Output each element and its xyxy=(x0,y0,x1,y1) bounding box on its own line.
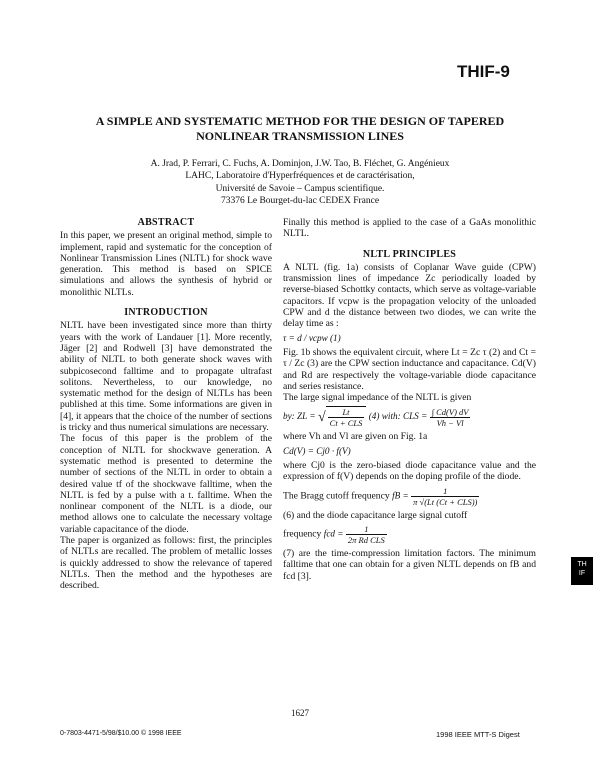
page-number: 1627 xyxy=(291,708,309,718)
title-line-2: NONLINEAR TRANSMISSION LINES xyxy=(196,129,404,143)
principles-paragraph-2: Fig. 1b shows the equivalent circuit, where Lt = Zc τ (2) and Ct = τ / Zc (3) are the CPW section inductance and capacitance. Cd(V) and Rd are respectively the voltage-variable diode capacitance and series resistance. xyxy=(283,346,536,392)
bragg-tail: (6) and the diode capacitance large signal cutoff xyxy=(283,509,468,521)
abstract-text: In this paper, we present an original method, simple to implement, rapid and systematic for the conception of Nonlinear Transmission Lines (NLTL) for shock wave generation. This method is based on SPICE simulations and allows the synthesis of hybrid or monolithic NLTLs. xyxy=(60,230,272,298)
affiliation-line-1: LAHC, Laboratoire d'Hyperfréquences et de caractérisation, xyxy=(185,171,415,182)
fcd-fraction xyxy=(346,524,387,545)
delay-equation: τ = d / vcpw (1) xyxy=(283,332,341,343)
bragg-text: The Bragg cutoff frequency xyxy=(283,490,390,502)
fcd-text: frequency xyxy=(283,528,322,540)
paper-title xyxy=(40,114,560,144)
principles-paragraph-1: A NLTL (fig. 1a) consists of Coplanar Wave guide (CPW) transmission lines of impedance Zc periodically loaded by reverse-biased Schottky contacts, which serve as voltage-variable capacitors. If vcpw is the propagation velocity of the unloaded CPW and d the distance between two diodes, we can write the delay time as : xyxy=(283,261,536,330)
impedance-equation xyxy=(283,406,536,428)
abstract-heading: ABSTRACT xyxy=(137,217,195,228)
bragg-denominator: π √(Lt (Ct + CLS)) xyxy=(413,496,478,507)
zl-sqrt xyxy=(326,406,367,428)
intro-paragraph-3: The paper is organized as follows: first, the principles of NLTLs are recalled. The problem of metallic losses is quickly addressed to show the relevance of tapered NLTLs. Then the method and the hypotheses are described. xyxy=(60,535,272,592)
cls-numerator: ∫ Cd(V) dV xyxy=(431,406,469,417)
zl-label: by: ZL = xyxy=(283,411,316,422)
cd-equation: Cd(V) = Cj0 · f(V) xyxy=(283,445,351,456)
footer-digest: 1998 IEEE MTT-S Digest xyxy=(436,730,520,739)
title-line-1: A SIMPLE AND SYSTEMATIC METHOD FOR THE DESIGN OF TAPERED xyxy=(95,114,505,128)
footer-copyright: 0-7803-4471-5/98/$10.00 © 1998 IEEE xyxy=(60,730,182,737)
bragg-numerator: 1 xyxy=(411,486,479,497)
principles-paragraph-5: where Cj0 is the zero-biased diode capacitance value and the expression of f(V) depends on the doping profile of the diode. xyxy=(283,460,536,483)
intro-paragraph-1: NLTL have been investigated since more than thirty years with the work of Landauer [1]. More recently, Jäger [2] and Rodwell [3] have demonstrated the ability of NLTL to both generate shock waves with subpicosecond falltime and to propagate ultrafast solitons. Nevertheless, to our knowledge, no systematic method for the design of NLTLs has been published at this time. Some informations are given in [4], it appears that the choice of the number of sections is tricky and thus numerical simulations are necessary. xyxy=(60,320,272,434)
bragg-fraction xyxy=(411,486,479,507)
zl-denominator: Ct + CLS xyxy=(329,418,363,429)
zl-numerator: Lt xyxy=(328,407,365,418)
introduction-heading: INTRODUCTION xyxy=(124,307,208,319)
fcd-denominator: 2π Rd CLS xyxy=(347,534,385,545)
author-block xyxy=(60,158,540,208)
side-tab-line-1: TH xyxy=(577,561,587,568)
fcd-lhs: fcd = xyxy=(323,528,344,539)
affiliation-line-3: 73376 Le Bourget-du-lac CEDEX France xyxy=(220,196,380,207)
side-tab xyxy=(571,557,593,585)
cls-fraction xyxy=(430,407,471,428)
affiliation-line-2: Université de Savoie – Campus scientifique. xyxy=(215,183,385,194)
fcd-tail: (7) are the time-compression limitation factors. The minimum falltime that one can obtain for a given NLTL depends on fB and fcd [3]. xyxy=(283,547,536,582)
fcd-numerator: 1 xyxy=(346,524,387,535)
side-tab-line-2: IF xyxy=(578,570,586,577)
principles-paragraph-3: The large signal impedance of the NLTL is given xyxy=(283,392,472,404)
zl-fraction xyxy=(328,407,365,428)
sqrt-symbol: √ xyxy=(317,409,326,425)
authors: A. Jrad, P. Ferrari, C. Fuchs, A. Dominjon, J.W. Tao, B. Fléchet, G. Angénieux xyxy=(150,159,450,169)
bragg-equation xyxy=(283,486,536,507)
intro-paragraph-2: The focus of this paper is the problem of the conception of NLTL for shockwave generation. A systematic method is presented to determine the number of sections of the NLTL in order to obtain a desired value tf of the shockwave falltime, when the NLTL is fed by a pulse with a t. falltime. When the nonlinear component of the NLTL is a diode, our method allows one to calculate the necessary voltage variable capacitance of the diode. xyxy=(60,433,272,535)
right-column xyxy=(283,217,536,582)
cls-denominator: Vh − Vl xyxy=(436,417,464,428)
fcd-equation xyxy=(283,524,536,545)
right-intro-paragraph: Finally this method is applied to the case of a GaAs monolithic NLTL. xyxy=(283,217,536,240)
principles-paragraph-4: where Vh and Vl are given on Fig. 1a xyxy=(283,431,428,443)
left-column xyxy=(60,217,272,592)
bragg-lhs: fB = xyxy=(392,490,409,501)
zl-tag: (4) with: CLS = xyxy=(368,411,428,422)
session-code: THIF-9 xyxy=(457,62,510,81)
principles-heading: NLTL PRINCIPLES xyxy=(362,248,457,260)
